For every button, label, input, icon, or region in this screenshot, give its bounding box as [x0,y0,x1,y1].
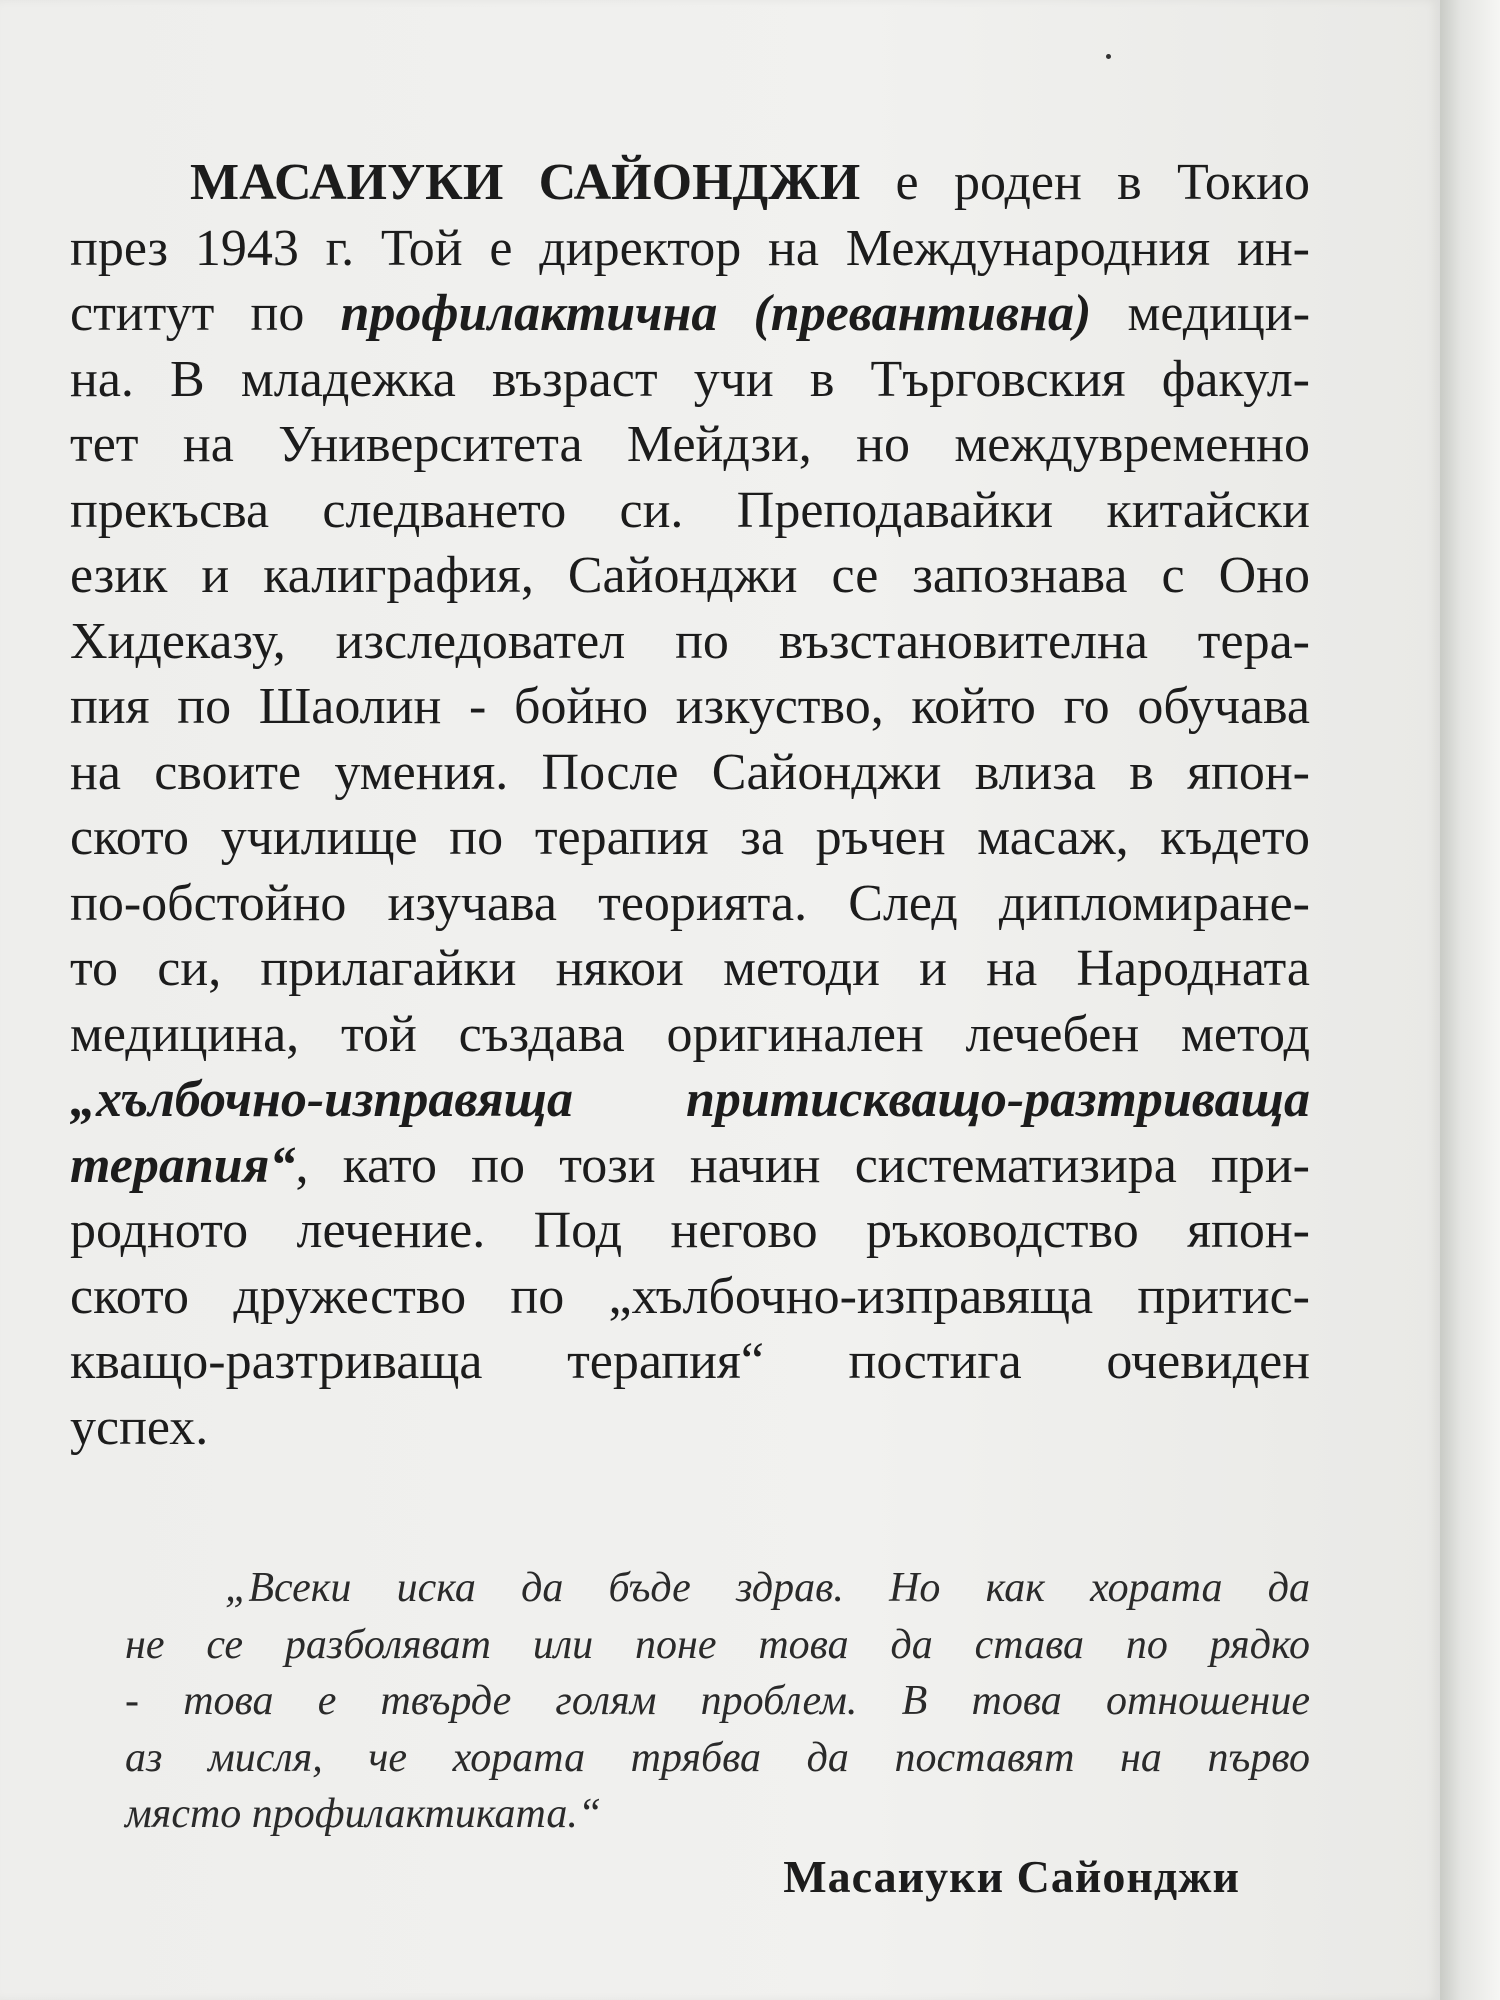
quote-line: място профилактиката.“ [125,1791,602,1837]
bio-line: терапия“, като по този начин систематизира при- [70,1136,1310,1194]
bio-line: ското дружество по „хълбочно-изправяща притис- [70,1267,1310,1325]
quote-line: не се разболяват или поне това да става по рядко [125,1621,1310,1668]
bio-line: на своите умения. После Сайонджи влиза в япон- [70,743,1310,801]
bio-line: Хидеказу, изследовател по възстановителна тера- [70,612,1310,670]
bio-line: то си, прилагайки някои методи и на Народната [70,940,1310,997]
author-signature: Масаиуки Сайонджи [783,1851,1240,1902]
bio-line: успех. [70,1398,209,1456]
bio-line: кващо-разтриваща терапия“ постига очевиден [70,1333,1310,1390]
bio-line: език и калиграфия, Сайонджи се запознава с Оно [70,547,1310,604]
quote-line: аз мисля, че хората трябва да поставят на първо [125,1734,1310,1781]
quote-line: - това е твърде голям проблем. В това отношение [125,1678,1310,1724]
bio-line: медицина, той създава оригинален лечебен метод [70,1005,1310,1063]
author-biography [70,150,1310,1460]
quote-line: „Всеки иска да бъде здрав. Но как хората да [225,1565,1310,1611]
bio-line: по-обстойно изучава теорията. След дипломиране- [70,874,1310,932]
bio-line: на. В младежка възраст учи в Търговския факул- [70,350,1310,408]
bio-line: родното лечение. Под негово ръководство япон- [70,1202,1310,1259]
emphasis-term: терапия“ [70,1136,296,1194]
book-spine-edge [1440,0,1500,2000]
bio-line: „хълбочно-изправяща притискващо-разтриваща [70,1071,1310,1128]
bio-line: ското училище по терапия за ръчен масаж, където [70,809,1310,866]
bio-line: през 1943 г. Той е директор на Международния ин- [70,219,1310,277]
bio-line: тет на Университета Мейдзи, но междувременно [70,416,1310,473]
bio-line: ститут по профилактична (превантивна) медици- [70,285,1311,342]
author-quote [125,1560,1310,1843]
print-speck [1106,54,1111,59]
author-name-heading: МАСАИУКИ САЙОНДЖИ [190,154,861,211]
bio-line: прекъсва следването си. Преподавайки китайски [70,481,1310,539]
bio-line: пия по Шаолин - бойно изкуство, който го обучава [70,678,1310,735]
bio-line: МАСАИУКИ САЙОНДЖИ е роден в Токио [190,154,1310,211]
emphasis-term: профилактична (превантивна) [340,285,1092,342]
